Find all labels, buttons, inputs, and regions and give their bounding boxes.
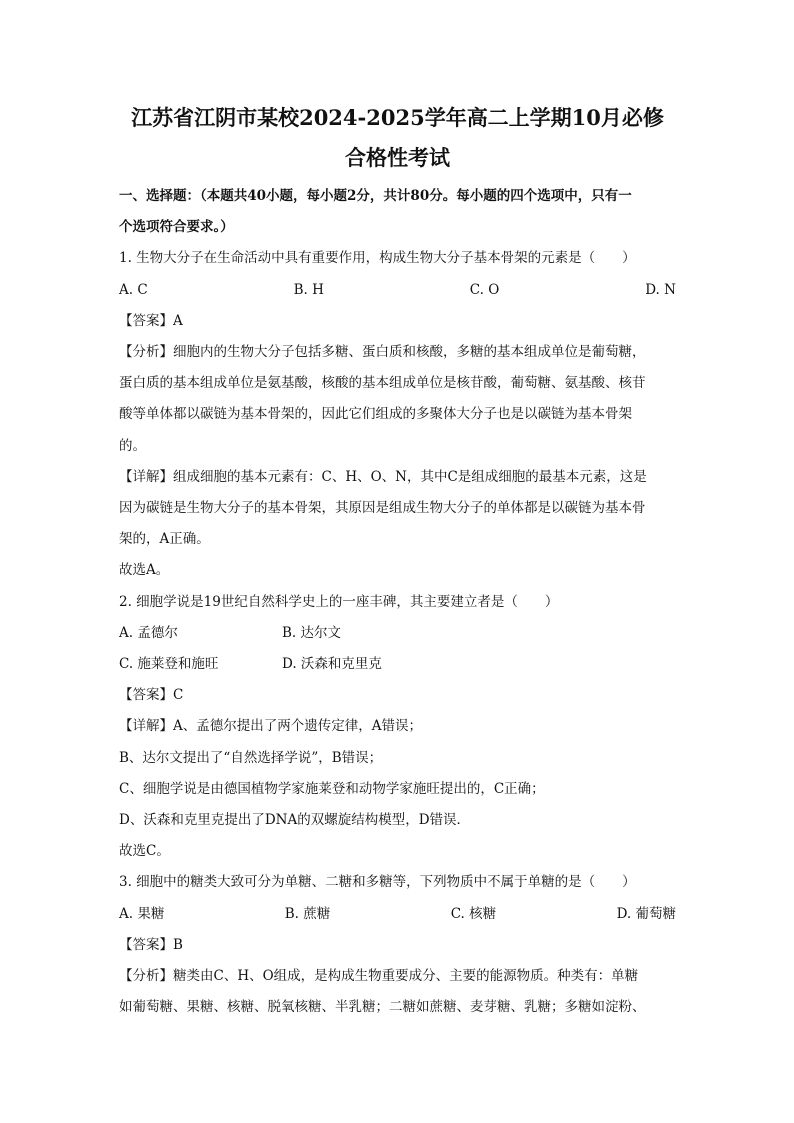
question-2-option-a: A. 孟德尔 [119, 624, 178, 641]
question-2-detail-line: C、细胞学说是由德国植物学家施莱登和动物学家施旺提出的，C正确； [119, 780, 545, 797]
question-1-stem: 1. 生物大分子在生命活动中具有重要作用，构成生物大分子基本骨架的元素是（ ） [119, 250, 636, 267]
question-3-analysis-line: 【分析】糖类由C、H、O组成，是构成生物重要成分、主要的能源物质。种类有：单糖 [119, 968, 639, 985]
question-2-option-d: D. 沃森和克里克 [282, 656, 382, 673]
question-1-detail-line: 【详解】组成细胞的基本元素有：C、H、O、N，其中C是组成细胞的最基本元素，这是 [119, 468, 647, 485]
question-1-options [119, 275, 676, 306]
question-1-analysis-line: 【分析】细胞内的生物大分子包括多糖、蛋白质和核酸，多糖的基本组成单位是葡萄糖， [119, 344, 646, 361]
question-1-option-b: B. H [293, 281, 324, 298]
question-3 [119, 867, 676, 1023]
question-1-detail-line: 架的，A正确。 [119, 531, 210, 548]
question-2-option-c: C. 施莱登和施旺 [119, 656, 219, 673]
question-2-option-b: B. 达尔文 [282, 624, 342, 641]
question-3-option-c: C. 核糖 [450, 905, 497, 922]
question-2 [119, 587, 676, 868]
question-3-option-d: D. 葡萄糖 [616, 905, 676, 922]
question-2-detail-line: 【详解】A、孟德尔提出了两个遗传定律，A错误； [119, 718, 422, 735]
question-1-option-d: D. N [645, 281, 676, 298]
section-heading-line2: 个选项符合要求。） [119, 219, 234, 236]
question-1-analysis-line: 蛋白质的基本组成单位是氨基酸，核酸的基本组成单位是核苷酸，葡萄糖、氨基酸、核苷 [119, 375, 646, 392]
question-1 [119, 243, 676, 586]
question-1-option-c: C. O [469, 281, 500, 298]
question-3-stem: 3. 细胞中的糖类大致可分为单糖、二糖和多糖等，下列物质中不属于单糖的是（ ） [119, 874, 636, 891]
question-1-analysis-line: 酸等单体都以碳链为基本骨架的，因此它们组成的多聚体大分子也是以碳链为基本骨架 [119, 406, 632, 423]
question-2-options-row1 [119, 618, 676, 649]
question-2-options-row2 [119, 649, 676, 680]
question-2-stem: 2. 细胞学说是19世纪自然科学史上的一座丰碑，其主要建立者是（ ） [119, 593, 559, 610]
question-2-detail-line: D、沃森和克里克提出了DNA的双螺旋结构模型，D错误． [119, 812, 471, 829]
question-1-answer: 【答案】A [119, 312, 183, 329]
question-3-option-a: A. 果糖 [119, 905, 165, 922]
document-title-line1: 江苏省江阴市某校2024-2025学年高二上学期10月必修 [131, 105, 664, 130]
question-1-conclusion: 故选A。 [119, 562, 170, 579]
question-2-conclusion: 故选C。 [119, 843, 170, 860]
question-3-analysis-line: 如葡萄糖、果糖、核糖、脱氧核糖、半乳糖；二糖如蔗糖、麦芽糖、乳糖；多糖如淀粉、 [119, 999, 646, 1016]
question-3-option-b: B. 蔗糖 [284, 905, 331, 922]
question-3-options [119, 899, 676, 930]
question-1-detail-line: 因为碳链是生物大分子的基本骨架，其原因是组成生物大分子的单体都是以碳链为基本骨 [119, 500, 646, 517]
section-heading-line1: 一、选择题：（本题共40小题，每小题2分，共计80分。每小题的四个选项中，只有一 [119, 188, 632, 204]
question-1-option-a: A. C [119, 281, 148, 298]
question-3-answer: 【答案】B [119, 936, 183, 953]
question-1-analysis-line: 的。 [119, 437, 146, 454]
document-title-line2: 合格性考试 [345, 145, 450, 170]
question-2-detail-line: B、达尔文提出了“自然选择学说”，B错误； [119, 749, 383, 766]
question-2-answer: 【答案】C [119, 687, 184, 704]
